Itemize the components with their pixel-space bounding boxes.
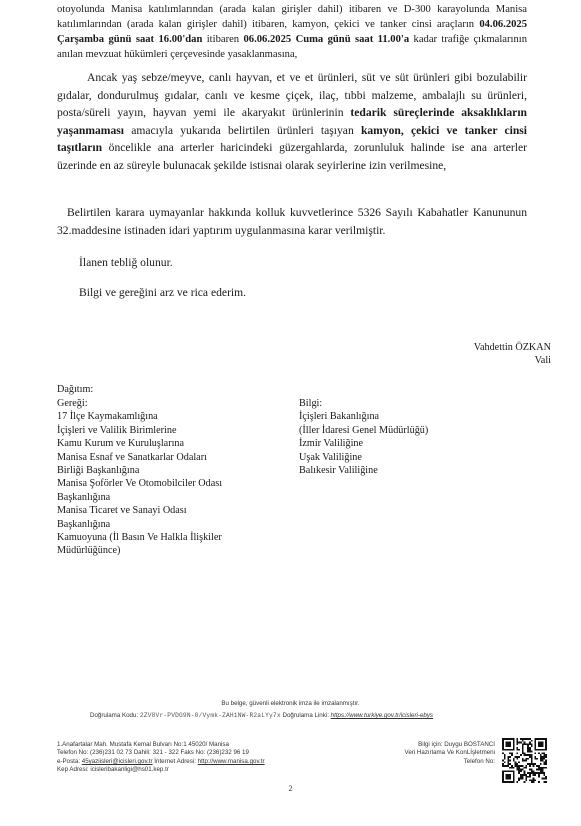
text-span: itibaren <box>202 34 244 45</box>
list-item: Manisa Esnaf ve Sanatkarlar Odaları <box>57 451 207 463</box>
announcement-line: İlanen tebliğ olunur. <box>79 256 173 269</box>
verify-link-label: Doğrulama Linki: <box>282 712 329 719</box>
list-item: Birliği Başkanlığına <box>57 465 140 477</box>
verify-code: 2ZV8Vr-PVDG9N-0/Vymk-ZAH1NW-R2aLYy7x <box>139 712 281 719</box>
website-link[interactable]: http://www.manisa.gov.tr <box>197 757 265 765</box>
paragraph-traffic-ban <box>57 2 527 62</box>
text-span: otoyolunda Manisa katılımlarından (arada kalan girişler dahil) itibaren ve D-300 karayolunda Manisa katılımlarından (arada kalan girişler dahil) itibaren, kamyon, çekici ve tanker cinsi araçların <box>57 4 527 30</box>
distribution-heading: Dağıtım: <box>57 384 94 395</box>
list-item: Balıkesir Valiliğine <box>299 465 378 477</box>
text-span: Ancak yaş sebze/meyve, canlı hayvan, et ve et ürünleri, süt ve süt ürünleri gibi bozulabilir gıdalar, dondurulmuş gıdalar, canlı ve kesme çiçek, ilaç, tıbbi malzeme, ambalajlı su ürünleri, posta/süreli yayın, hayvan yemi ile akaryakıt ürünlerinin <box>57 71 527 119</box>
email-web-row <box>57 758 265 766</box>
qr-code-icon <box>502 738 547 783</box>
request-line: Bilgi ve gereğini arz ve rica ederim. <box>79 286 247 299</box>
distribution-info-list <box>299 397 428 477</box>
email-label: e-Posta: <box>57 757 82 765</box>
web-label: İnternet Adresi: <box>152 757 198 765</box>
kep-address: Kep Adresi: icisleribakanligi@hs01.kep.tr <box>57 766 169 774</box>
distribution-action-list <box>57 397 222 558</box>
verify-code-label: Doğrulama Kodu: <box>90 712 139 719</box>
contact-block <box>405 741 495 766</box>
list-item: Uşak Valiliğine <box>299 451 362 463</box>
list-item: Müdürlüğünce) <box>57 545 121 557</box>
paragraph-exemptions <box>57 69 527 174</box>
info-heading: Bilgi: <box>299 398 323 409</box>
phone-fax: Telefon No: (236)231 02 73 Dahili: 321 - 322 Faks No: (236)232 96 19 <box>57 749 249 757</box>
list-item: Başkanlığına <box>57 518 111 530</box>
email-link[interactable]: 45yaziisleri@icisleri.gov.tr <box>81 757 153 765</box>
list-item: Başkanlığına <box>57 491 111 503</box>
end-date-bold: 06.06.2025 Cuma günü saat 11.00'a <box>243 34 410 45</box>
list-item: Manisa Şoförler Ve Otomobilciler Odası <box>57 478 223 490</box>
list-item: (İller İdaresi Genel Müdürlüğü) <box>299 424 429 436</box>
list-item: İzmir Valiliğine <box>299 438 364 450</box>
list-item: 17 İlçe Kaymakamlığına <box>57 411 158 423</box>
start-date-bold: 04.06.2025 Çarşamba günü saat 16.00'dan <box>57 19 527 45</box>
paragraph-sanctions: Belirtilen karara uymayanlar hakkında kolluk kuvvetlerince 5326 Sayılı Kabahatler Kanununun 32.maddesine istinaden idari yaptırım uygulanmasına karar verilmiştir. <box>57 206 527 237</box>
esign-notice: Bu belge, güvenli elektronik imza ile imzalanmıştır. <box>221 700 360 707</box>
text-span: amacıyla yukarıda belirtilen ürünleri taşıyan <box>124 123 361 137</box>
text-span: kadar trafiğe çıkmalarının anılan mevzuat hükümleri çerçevesinde yasaklanmasına, <box>57 34 528 60</box>
list-item: Kamuoyuna (İl Basın Ve Halkla İlişkiler <box>57 532 222 544</box>
text-span: öncelikle ana arterler haricindeki güzergahlarda, zorunluluk halinde ise ana arterler üzerinde en az süreyle bulunacak şekilde istisnai olarak seyirlerine izin verilmesine, <box>57 141 527 172</box>
list-item: Manisa Ticaret ve Sanayi Odası <box>57 505 187 517</box>
action-heading: Gereği: <box>57 398 88 409</box>
list-item: Kamu Kurum ve Kuruluşlarına <box>57 438 185 450</box>
supply-chain-bold: tedarik süreçlerinde aksaklıkların yaşanmaması <box>57 106 527 137</box>
list-item: İçişleri ve Valilik Birimlerine <box>57 424 177 436</box>
address-block <box>57 741 265 775</box>
page-number: 2 <box>288 784 293 793</box>
list-item: İçişleri Bakanlığına <box>299 411 380 423</box>
contact-person: Bilgi için: Duygu BOSTANCI <box>418 741 495 748</box>
contact-phone: Telefon No: <box>463 757 495 765</box>
signatory-title: Vali <box>534 355 551 366</box>
address: 1.Anafartalar Mah. Mustafa Kemal Bulvarı No:1 45020/ Manisa <box>57 741 229 748</box>
verify-link[interactable]: https://www.turkiye.gov.tr/icisleri-ebys <box>330 712 434 719</box>
contact-role: Veri Hazırlama Ve KonLİşletmeni <box>404 749 495 757</box>
verification-row <box>90 712 433 720</box>
signatory-name: Vahdettin ÖZKAN <box>473 342 551 353</box>
vehicle-types-bold: kamyon, çekici ve tanker cinsi taşıtların <box>57 123 527 154</box>
